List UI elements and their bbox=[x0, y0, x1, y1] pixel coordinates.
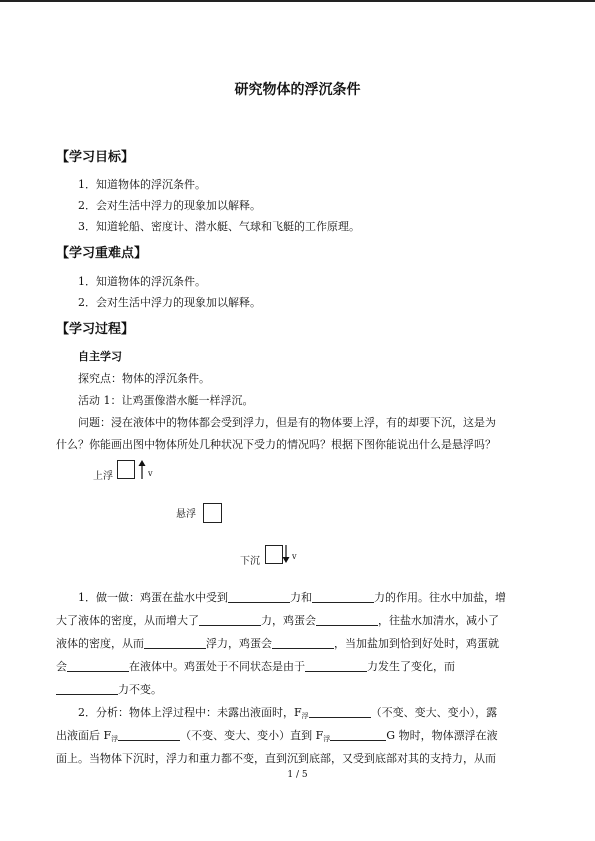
question-line-1: 问题：浸在液体中的物体都会受到浮力，但是有的物体要上浮，有的却要下沉，这是为 bbox=[78, 416, 496, 429]
q2-line-3: 面上。当物体下沉时，浮力和重力都不变，直到沉到底部，又受到底部对其的支持力，从而 bbox=[56, 752, 496, 765]
suspend-box bbox=[203, 503, 222, 523]
answer-blank[interactable] bbox=[309, 706, 371, 718]
q2-text: 2．分析：物体上浮过程中：未露出液面时，F bbox=[78, 706, 302, 719]
q1-text: 力不变。 bbox=[118, 683, 162, 696]
q2-text: （不变、变大、变小），露 bbox=[370, 706, 498, 719]
q1-text: 1．做一做：鸡蛋在盐水中受到 bbox=[78, 591, 228, 604]
q2-text: 出液面后 F bbox=[56, 729, 112, 742]
q2-subscript: 浮 bbox=[301, 712, 309, 720]
answer-blank[interactable] bbox=[312, 591, 374, 603]
answer-blank[interactable] bbox=[316, 614, 378, 626]
process-heading: 【学习过程】 bbox=[56, 322, 135, 337]
goal-item: 2．会对生活中浮力的现象加以解释。 bbox=[78, 199, 261, 212]
self-study-label: 自主学习 bbox=[78, 350, 122, 363]
q1-text: 力发生了变化，而 bbox=[367, 660, 455, 673]
q1-text: 会 bbox=[56, 660, 67, 673]
answer-blank[interactable] bbox=[330, 729, 386, 741]
answer-blank[interactable] bbox=[118, 729, 180, 741]
answer-blank[interactable] bbox=[67, 660, 129, 672]
q1-text: ，往盐水加清水，减小了 bbox=[378, 614, 499, 627]
q1-line-2 bbox=[56, 612, 499, 628]
q1-text: 在液体中。鸡蛋处于不同状态是由于 bbox=[129, 660, 305, 673]
goal-item: 1．知道物体的浮沉条件。 bbox=[78, 178, 206, 191]
q1-line-3 bbox=[56, 635, 499, 651]
q2-text: G 物时，物体漂浮在液 bbox=[386, 729, 498, 742]
q1-text: 大了液体的密度，从而增大了 bbox=[56, 614, 199, 627]
goals-heading: 【学习目标】 bbox=[56, 150, 135, 165]
explore-point: 探究点：物体的浮沉条件。 bbox=[78, 372, 210, 385]
key-point-item: 2．会对生活中浮力的现象加以解释。 bbox=[78, 296, 261, 309]
velocity-label: v bbox=[148, 469, 153, 478]
q2-text: （不变、变大、变小）直到 F bbox=[180, 729, 324, 742]
q2-line-2 bbox=[56, 727, 498, 744]
top-border-line bbox=[0, 0, 595, 2]
q1-text: 力，鸡蛋会 bbox=[261, 614, 316, 627]
float-up-box bbox=[117, 460, 135, 479]
q2-subscript: 浮 bbox=[111, 735, 119, 743]
answer-blank[interactable] bbox=[199, 614, 261, 626]
q2-subscript: 浮 bbox=[323, 735, 331, 743]
answer-blank[interactable] bbox=[272, 637, 334, 649]
answer-blank[interactable] bbox=[228, 591, 290, 603]
key-point-item: 1．知道物体的浮沉条件。 bbox=[78, 275, 206, 288]
sink-box bbox=[265, 545, 283, 564]
q1-line-5 bbox=[56, 681, 162, 697]
answer-blank[interactable] bbox=[56, 683, 118, 695]
answer-blank[interactable] bbox=[144, 637, 206, 649]
q1-text: 浮力，鸡蛋会 bbox=[206, 637, 272, 650]
q1-text: ，当加盐加到恰到好处时，鸡蛋就 bbox=[334, 637, 499, 650]
page-title: 研究物体的浮沉条件 bbox=[234, 82, 361, 98]
suspend-label: 悬浮 bbox=[176, 509, 196, 520]
answer-blank[interactable] bbox=[305, 660, 367, 672]
q1-line-1 bbox=[78, 589, 506, 605]
q1-text: 液体的密度，从而 bbox=[56, 637, 144, 650]
sink-label: 下沉 bbox=[240, 556, 260, 567]
up-arrow-icon bbox=[138, 460, 146, 480]
page-number: 1 / 5 bbox=[287, 770, 308, 780]
q1-text: 力和 bbox=[290, 591, 312, 604]
q2-line-1 bbox=[78, 704, 497, 721]
float-up-label: 上浮 bbox=[93, 471, 113, 482]
velocity-label: v bbox=[292, 552, 297, 561]
activity-text: 活动 1：让鸡蛋像潜水艇一样浮沉。 bbox=[78, 394, 254, 407]
question-line-2: 什么？你能画出图中物体所处几种状况下受力的情况吗？根据下图你能说出什么是悬浮吗？ bbox=[56, 438, 496, 451]
key-points-heading: 【学习重难点】 bbox=[56, 246, 148, 261]
goal-item: 3．知道轮船、密度计、潜水艇、气球和飞艇的工作原理。 bbox=[78, 220, 360, 233]
down-arrow-icon bbox=[282, 544, 290, 564]
q1-line-4 bbox=[56, 658, 455, 674]
q1-text: 力的作用。往水中加盐，增 bbox=[374, 591, 506, 604]
